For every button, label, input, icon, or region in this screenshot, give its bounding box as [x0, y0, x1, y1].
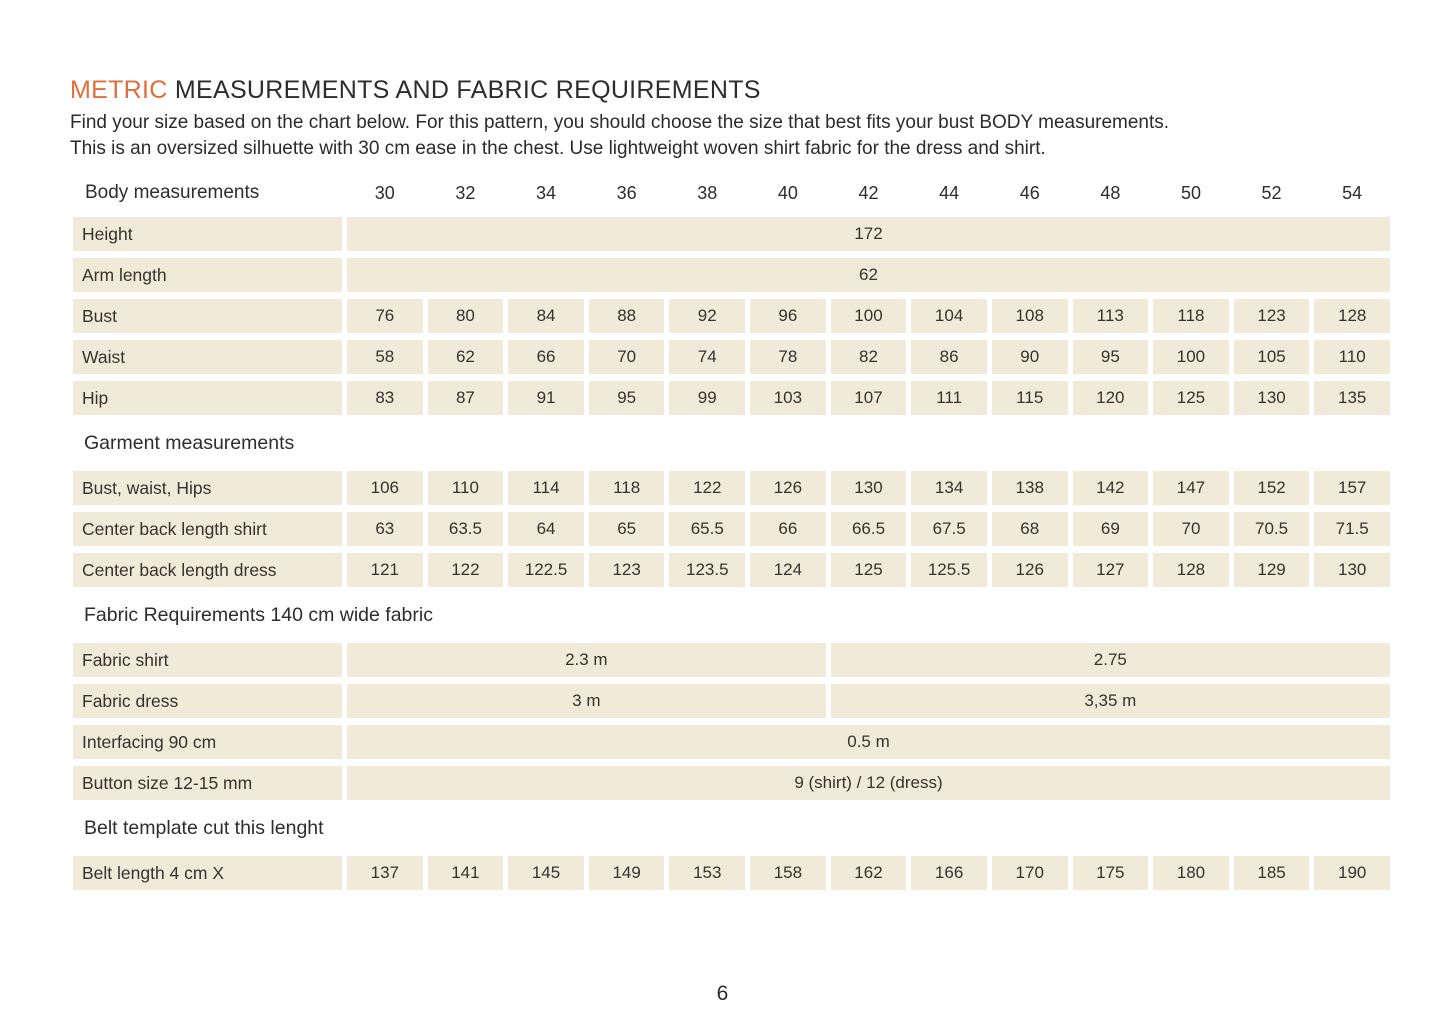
size-column-header: 46 [1019, 182, 1040, 203]
value-cell: 123 [589, 553, 665, 587]
value-cell: 91 [508, 381, 584, 415]
value-cell: 118 [589, 471, 665, 505]
value-cell: 96 [750, 299, 826, 333]
value-cell: 66 [750, 512, 826, 546]
row-label: Button size 12-15 mm [73, 766, 342, 800]
merged-value-cell: 62 [347, 258, 1390, 292]
value-cell: 147 [1153, 471, 1229, 505]
value-cell: 180 [1153, 856, 1229, 890]
value-cell: 134 [911, 471, 987, 505]
size-column-header: 44 [939, 182, 960, 203]
value-cell: 126 [992, 553, 1068, 587]
value-cell: 106 [347, 471, 423, 505]
value-cell: 104 [911, 299, 987, 333]
value-cell: 127 [1073, 553, 1149, 587]
value-cell: 95 [589, 381, 665, 415]
row-label: Center back length dress [73, 553, 342, 587]
row-label: Waist [73, 340, 342, 374]
value-cell: 90 [992, 340, 1068, 374]
value-cell: 84 [508, 299, 584, 333]
row-label: Fabric shirt [73, 643, 342, 677]
value-cell: 114 [508, 471, 584, 505]
value-cell: 122.5 [508, 553, 584, 587]
value-cell: 125 [1153, 381, 1229, 415]
value-cell: 153 [669, 856, 745, 890]
title-accent: METRIC [70, 76, 168, 104]
value-cell: 66 [508, 340, 584, 374]
value-cell: 129 [1234, 553, 1310, 587]
value-cell: 125 [831, 553, 907, 587]
value-cell: 157 [1314, 471, 1390, 505]
column-header-label: Body measurements [85, 182, 260, 203]
row-label: Height [73, 217, 342, 251]
section-heading: Fabric Requirements 140 cm wide fabric [73, 594, 1390, 636]
row-label: Center back length shirt [73, 512, 342, 546]
row-label: Arm length [73, 258, 342, 292]
row-label: Fabric dress [73, 684, 342, 718]
value-cell: 122 [669, 471, 745, 505]
value-cell: 137 [347, 856, 423, 890]
value-cell: 87 [428, 381, 504, 415]
value-cell: 130 [831, 471, 907, 505]
value-cell: 62 [428, 340, 504, 374]
value-cell: 128 [1314, 299, 1390, 333]
size-column-header: 48 [1100, 182, 1121, 203]
merged-value-cell: 9 (shirt) / 12 (dress) [347, 766, 1390, 800]
value-cell: 142 [1073, 471, 1149, 505]
page-number: 6 [716, 982, 729, 1005]
value-cell: 122 [428, 553, 504, 587]
value-cell: 63 [347, 512, 423, 546]
value-cell: 162 [831, 856, 907, 890]
value-cell: 88 [589, 299, 665, 333]
value-cell: 149 [589, 856, 665, 890]
size-column-header: 52 [1261, 182, 1282, 203]
value-cell: 105 [1234, 340, 1310, 374]
value-cell: 86 [911, 340, 987, 374]
value-cell: 65 [589, 512, 665, 546]
value-cell: 95 [1073, 340, 1149, 374]
title-main: MEASUREMENTS AND FABRIC REQUIREMENTS [167, 76, 761, 104]
row-label: Hip [73, 381, 342, 415]
intro-line-1: Find your size based on the chart below. For this pattern, you should choose the size that best fits your bust BODY measurements. [70, 112, 1170, 133]
value-cell: 125.5 [911, 553, 987, 587]
value-cell: 103 [750, 381, 826, 415]
value-cell: 121 [347, 553, 423, 587]
value-cell: 70 [589, 340, 665, 374]
size-column-header: 38 [697, 182, 718, 203]
value-cell: 67.5 [911, 512, 987, 546]
value-cell: 138 [992, 471, 1068, 505]
value-cell: 123.5 [669, 553, 745, 587]
row-label: Bust, waist, Hips [73, 471, 342, 505]
value-cell: 135 [1314, 381, 1390, 415]
value-cell: 64 [508, 512, 584, 546]
merged-value-cell-left: 3 m [347, 684, 826, 718]
value-cell: 83 [347, 381, 423, 415]
intro-line-2: This is an oversized silhuette with 30 cm ease in the chest. Use lightweight woven shirt fabric for the dress and shirt. [70, 138, 1046, 159]
value-cell: 76 [347, 299, 423, 333]
merged-value-cell: 0.5 m [347, 725, 1390, 759]
value-cell: 58 [347, 340, 423, 374]
value-cell: 152 [1234, 471, 1310, 505]
merged-value-cell-right: 2.75 [831, 643, 1390, 677]
value-cell: 141 [428, 856, 504, 890]
value-cell: 111 [911, 381, 987, 415]
value-cell: 124 [750, 553, 826, 587]
value-cell: 158 [750, 856, 826, 890]
value-cell: 71.5 [1314, 512, 1390, 546]
value-cell: 68 [992, 512, 1068, 546]
value-cell: 190 [1314, 856, 1390, 890]
value-cell: 166 [911, 856, 987, 890]
value-cell: 110 [428, 471, 504, 505]
value-cell: 100 [1153, 340, 1229, 374]
value-cell: 66.5 [831, 512, 907, 546]
row-label: Bust [73, 299, 342, 333]
page-title [70, 76, 1390, 104]
size-column-header: 40 [777, 182, 798, 203]
value-cell: 108 [992, 299, 1068, 333]
value-cell: 65.5 [669, 512, 745, 546]
value-cell: 120 [1073, 381, 1149, 415]
value-cell: 145 [508, 856, 584, 890]
size-column-header: 34 [536, 182, 557, 203]
value-cell: 70 [1153, 512, 1229, 546]
size-column-header: 50 [1180, 182, 1201, 203]
merged-value-cell: 172 [347, 217, 1390, 251]
measurement-table [73, 176, 1390, 890]
section-heading: Garment measurements [73, 422, 1390, 464]
value-cell: 110 [1314, 340, 1390, 374]
value-cell: 115 [992, 381, 1068, 415]
section-heading: Belt template cut this lenght [73, 807, 1390, 849]
value-cell: 69 [1073, 512, 1149, 546]
value-cell: 185 [1234, 856, 1310, 890]
value-cell: 118 [1153, 299, 1229, 333]
value-cell: 80 [428, 299, 504, 333]
row-label: Belt length 4 cm X [73, 856, 342, 890]
size-column-header: 30 [374, 182, 395, 203]
merged-value-cell-left: 2.3 m [347, 643, 826, 677]
value-cell: 113 [1073, 299, 1149, 333]
value-cell: 70.5 [1234, 512, 1310, 546]
value-cell: 78 [750, 340, 826, 374]
value-cell: 74 [669, 340, 745, 374]
size-column-header: 54 [1342, 182, 1363, 203]
size-column-header: 42 [858, 182, 879, 203]
value-cell: 123 [1234, 299, 1310, 333]
size-column-header: 36 [616, 182, 637, 203]
value-cell: 130 [1234, 381, 1310, 415]
value-cell: 63.5 [428, 512, 504, 546]
value-cell: 82 [831, 340, 907, 374]
size-column-header: 32 [455, 182, 476, 203]
value-cell: 130 [1314, 553, 1390, 587]
value-cell: 92 [669, 299, 745, 333]
row-label: Interfacing 90 cm [73, 725, 342, 759]
value-cell: 128 [1153, 553, 1229, 587]
value-cell: 107 [831, 381, 907, 415]
value-cell: 99 [669, 381, 745, 415]
value-cell: 170 [992, 856, 1068, 890]
merged-value-cell-right: 3,35 m [831, 684, 1390, 718]
value-cell: 100 [831, 299, 907, 333]
value-cell: 126 [750, 471, 826, 505]
value-cell: 175 [1073, 856, 1149, 890]
